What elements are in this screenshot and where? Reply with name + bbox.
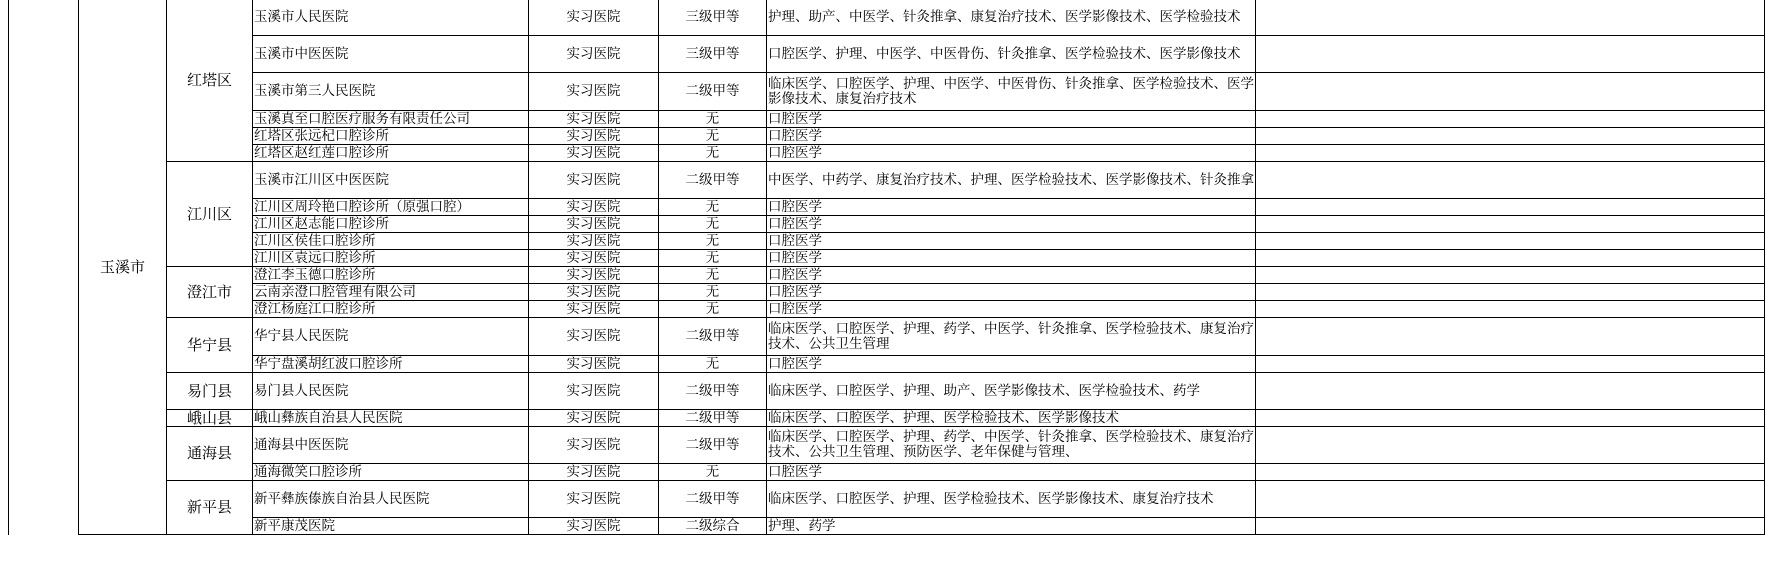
majors-cell: 口腔医学 <box>767 233 1256 250</box>
table-row <box>9 233 1765 250</box>
hospital-grade-cell: 二级甲等 <box>659 162 767 199</box>
hospital-type-cell: 实习医院 <box>529 318 659 356</box>
empty-cell <box>1256 0 1765 36</box>
table-row <box>9 0 1765 36</box>
empty-cell <box>1256 145 1765 162</box>
hospital-name-cell: 通海县中医医院 <box>253 427 529 464</box>
hospital-grade-cell: 三级甲等 <box>659 0 767 36</box>
hospital-grade-cell: 二级甲等 <box>659 481 767 518</box>
table-row <box>9 36 1765 73</box>
hospital-type-cell: 实习医院 <box>529 301 659 318</box>
empty-cell <box>1256 162 1765 199</box>
hospital-type-cell: 实习医院 <box>529 36 659 73</box>
table-row <box>9 301 1765 318</box>
empty-cell <box>1256 284 1765 301</box>
hospital-name-cell: 澄江杨庭江口腔诊所 <box>253 301 529 318</box>
hospital-type-cell: 实习医院 <box>529 373 659 410</box>
table-row <box>9 128 1765 145</box>
city-cell: 玉溪市 <box>79 0 167 535</box>
hospital-name-cell: 红塔区张远杞口腔诊所 <box>253 128 529 145</box>
hospital-grade-cell: 无 <box>659 199 767 216</box>
hospital-grade-cell: 无 <box>659 284 767 301</box>
hospital-grade-cell: 二级甲等 <box>659 73 767 111</box>
empty-cell <box>1256 199 1765 216</box>
hospital-name-cell: 玉溪市中医医院 <box>253 36 529 73</box>
empty-cell <box>1256 233 1765 250</box>
hospital-type-cell: 实习医院 <box>529 410 659 427</box>
hospital-type-cell: 实习医院 <box>529 250 659 267</box>
table-row <box>9 464 1765 481</box>
table-row <box>9 162 1765 199</box>
hospital-table <box>8 0 1765 535</box>
hospital-name-cell: 新平康茂医院 <box>253 518 529 535</box>
majors-cell: 临床医学、口腔医学、护理、药学、中医学、针灸推拿、医学检验技术、康复治疗技术、公共卫生管理、预防医学、老年保健与管理、 <box>767 427 1256 464</box>
hospital-type-cell: 实习医院 <box>529 267 659 284</box>
table-row <box>9 284 1765 301</box>
table-row <box>9 373 1765 410</box>
majors-cell: 临床医学、口腔医学、护理、药学、中医学、针灸推拿、医学检验技术、康复治疗技术、公共卫生管理 <box>767 318 1256 356</box>
majors-cell: 口腔医学 <box>767 464 1256 481</box>
hospital-grade-cell: 无 <box>659 267 767 284</box>
empty-cell <box>1256 301 1765 318</box>
majors-cell: 临床医学、口腔医学、护理、中医学、中医骨伤、针灸推拿、医学检验技术、医学影像技术、康复治疗技术 <box>767 73 1256 111</box>
majors-cell: 临床医学、口腔医学、护理、医学检验技术、医学影像技术、康复治疗技术 <box>767 481 1256 518</box>
hospital-name-cell: 江川区侯佳口腔诊所 <box>253 233 529 250</box>
district-cell: 通海县 <box>167 427 253 481</box>
hospital-grade-cell: 二级甲等 <box>659 318 767 356</box>
majors-cell: 口腔医学 <box>767 199 1256 216</box>
hospital-name-cell: 通海微笑口腔诊所 <box>253 464 529 481</box>
table-row <box>9 481 1765 518</box>
majors-cell: 口腔医学 <box>767 356 1256 373</box>
blank-margin-cell <box>9 0 79 535</box>
hospital-type-cell: 实习医院 <box>529 481 659 518</box>
majors-cell: 口腔医学 <box>767 145 1256 162</box>
table-row <box>9 199 1765 216</box>
hospital-name-cell: 新平彝族傣族自治县人民医院 <box>253 481 529 518</box>
hospital-name-cell: 峨山彝族自治县人民医院 <box>253 410 529 427</box>
table-row <box>9 518 1765 535</box>
hospital-grade-cell: 无 <box>659 216 767 233</box>
empty-cell <box>1256 128 1765 145</box>
majors-cell: 口腔医学 <box>767 301 1256 318</box>
hospital-grade-cell: 三级甲等 <box>659 36 767 73</box>
empty-cell <box>1256 356 1765 373</box>
hospital-type-cell: 实习医院 <box>529 162 659 199</box>
table-row <box>9 267 1765 284</box>
majors-cell: 口腔医学 <box>767 128 1256 145</box>
hospital-type-cell: 实习医院 <box>529 284 659 301</box>
district-cell: 峨山县 <box>167 410 253 427</box>
hospital-type-cell: 实习医院 <box>529 356 659 373</box>
majors-cell: 护理、药学 <box>767 518 1256 535</box>
hospital-type-cell: 实习医院 <box>529 199 659 216</box>
empty-cell <box>1256 464 1765 481</box>
hospital-grade-cell: 二级甲等 <box>659 410 767 427</box>
table-row <box>9 427 1765 464</box>
hospital-grade-cell: 无 <box>659 250 767 267</box>
hospital-type-cell: 实习医院 <box>529 73 659 111</box>
majors-cell: 口腔医学、护理、中医学、中医骨伤、针灸推拿、医学检验技术、医学影像技术 <box>767 36 1256 73</box>
empty-cell <box>1256 373 1765 410</box>
hospital-name-cell: 玉溪真至口腔医疗服务有限责任公司 <box>253 111 529 128</box>
hospital-name-cell: 玉溪市第三人民医院 <box>253 73 529 111</box>
table-row <box>9 410 1765 427</box>
empty-cell <box>1256 318 1765 356</box>
empty-cell <box>1256 111 1765 128</box>
majors-cell: 口腔医学 <box>767 267 1256 284</box>
hospital-type-cell: 实习医院 <box>529 464 659 481</box>
hospital-name-cell: 江川区袁远口腔诊所 <box>253 250 529 267</box>
table-row <box>9 250 1765 267</box>
hospital-type-cell: 实习医院 <box>529 518 659 535</box>
empty-cell <box>1256 427 1765 464</box>
table-row <box>9 111 1765 128</box>
table-row <box>9 145 1765 162</box>
majors-cell: 临床医学、口腔医学、护理、助产、医学影像技术、医学检验技术、药学 <box>767 373 1256 410</box>
hospital-type-cell: 实习医院 <box>529 128 659 145</box>
empty-cell <box>1256 267 1765 284</box>
majors-cell: 口腔医学 <box>767 216 1256 233</box>
empty-cell <box>1256 73 1765 111</box>
majors-cell: 中医学、中药学、康复治疗技术、护理、医学检验技术、医学影像技术、针灸推拿 <box>767 162 1256 199</box>
district-cell: 新平县 <box>167 481 253 535</box>
district-cell: 红塔区 <box>167 0 253 162</box>
hospital-type-cell: 实习医院 <box>529 145 659 162</box>
hospital-name-cell: 华宁盘溪胡红波口腔诊所 <box>253 356 529 373</box>
empty-cell <box>1256 410 1765 427</box>
table-row <box>9 356 1765 373</box>
table-row <box>9 216 1765 233</box>
hospital-grade-cell: 无 <box>659 464 767 481</box>
hospital-grade-cell: 二级综合 <box>659 518 767 535</box>
hospital-name-cell: 江川区赵志能口腔诊所 <box>253 216 529 233</box>
hospital-name-cell: 云南亲澄口腔管理有限公司 <box>253 284 529 301</box>
district-cell: 华宁县 <box>167 318 253 373</box>
hospital-name-cell: 江川区周玲艳口腔诊所（原强口腔） <box>253 199 529 216</box>
hospital-name-cell: 易门县人民医院 <box>253 373 529 410</box>
hospital-name-cell: 玉溪市人民医院 <box>253 0 529 36</box>
district-cell: 澄江市 <box>167 267 253 318</box>
hospital-name-cell: 红塔区赵红莲口腔诊所 <box>253 145 529 162</box>
hospital-grade-cell: 无 <box>659 145 767 162</box>
hospital-grade-cell: 无 <box>659 301 767 318</box>
empty-cell <box>1256 518 1765 535</box>
majors-cell: 护理、助产、中医学、针灸推拿、康复治疗技术、医学影像技术、医学检验技术 <box>767 0 1256 36</box>
majors-cell: 口腔医学 <box>767 250 1256 267</box>
hospital-type-cell: 实习医院 <box>529 233 659 250</box>
hospital-grade-cell: 二级甲等 <box>659 427 767 464</box>
hospital-grade-cell: 无 <box>659 128 767 145</box>
hospital-type-cell: 实习医院 <box>529 0 659 36</box>
majors-cell: 临床医学、口腔医学、护理、医学检验技术、医学影像技术 <box>767 410 1256 427</box>
majors-cell: 口腔医学 <box>767 111 1256 128</box>
district-cell: 江川区 <box>167 162 253 267</box>
district-cell: 易门县 <box>167 373 253 410</box>
hospital-grade-cell: 无 <box>659 356 767 373</box>
hospital-name-cell: 玉溪市江川区中医医院 <box>253 162 529 199</box>
table-row <box>9 318 1765 356</box>
hospital-grade-cell: 无 <box>659 111 767 128</box>
hospital-name-cell: 澄江李玉德口腔诊所 <box>253 267 529 284</box>
majors-cell: 口腔医学 <box>767 284 1256 301</box>
hospital-grade-cell: 二级甲等 <box>659 373 767 410</box>
empty-cell <box>1256 481 1765 518</box>
hospital-type-cell: 实习医院 <box>529 111 659 128</box>
empty-cell <box>1256 216 1765 233</box>
hospital-grade-cell: 无 <box>659 233 767 250</box>
hospital-type-cell: 实习医院 <box>529 427 659 464</box>
hospital-name-cell: 华宁县人民医院 <box>253 318 529 356</box>
hospital-type-cell: 实习医院 <box>529 216 659 233</box>
table-row <box>9 73 1765 111</box>
empty-cell <box>1256 250 1765 267</box>
empty-cell <box>1256 36 1765 73</box>
